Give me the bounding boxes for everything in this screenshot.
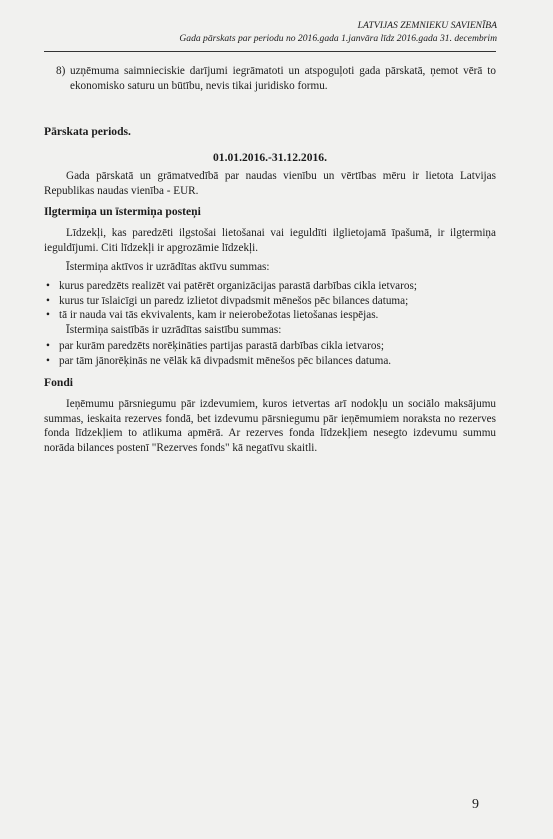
list-item: • par kurām paredzēts norēķināties partijas parastā darbības cikla ietvaros; — [46, 340, 384, 352]
list-item-8 — [56, 64, 496, 93]
current-assets-intro: Īstermiņa aktīvos ir uzrādītas aktīvu summas: — [66, 261, 270, 273]
long-short-items-heading: Ilgtermiņa un īstermiņa posteņi — [44, 205, 201, 218]
current-assets-list — [44, 279, 496, 323]
bullet-icon: • — [46, 280, 50, 292]
header-rule — [44, 51, 496, 52]
list-item: • tā ir nauda vai tās ekvivalents, kam ir neierobežotas lietošanas iespējas. — [46, 309, 379, 321]
list-item: • par tām jānorēķinās ne vēlāk kā divpadsmit mēnešos pēc bilances datuma. — [46, 354, 392, 367]
list-item-text: uzņēmuma saimnieciskie darījumi iegrāmatoti un atspoguļoti gada pārskatā, ņemot vērā to ekonomisko saturu un būtību, nevis tikai juridisko formu. — [70, 65, 496, 92]
reporting-period-heading: Pārskata periods. — [44, 125, 131, 138]
current-liabilities-intro: Īstermiņa saistībās ir uzrādītas saistību summas: — [66, 324, 282, 336]
bullet-icon: • — [46, 340, 50, 352]
currency-paragraph: Gada pārskatā un grāmatvedībā par naudas vienību un vērtības mēru ir lietota Latvijas Republikas naudas vienība - EUR. — [44, 170, 496, 197]
funds-heading: Fondi — [44, 376, 73, 389]
header-report-period: Gada pārskats par periodu no 2016.gada 1.janvāra līdz 2016.gada 31. decembrim — [179, 33, 497, 44]
running-header — [37, 19, 497, 45]
page-number: 9 — [472, 797, 479, 812]
list-item-number: 8) — [56, 65, 66, 77]
current-liabilities-list — [44, 339, 496, 368]
reporting-period-dates: 01.01.2016.-31.12.2016. — [212, 151, 327, 164]
bullet-icon: • — [46, 354, 50, 367]
assets-paragraph: Līdzekļi, kas paredzēti ilgstošai lietošanai vai ieguldīti ilglietojamā īpašumā, ir ilgtermiņa ieguldījumi. Citi līdzekļi ir apgrozāmie līdzekļi. — [44, 227, 496, 254]
list-item: • kurus paredzēts realizēt vai patērēt organizācijas parastā darbības cikla ietvaros; — [46, 280, 417, 292]
funds-paragraph: Ieņēmumu pārsniegumu pār izdevumiem, kuros ietvertas arī nodokļu un sociālo maksājumu summas, ieskaita rezerves fondā, bet izdevumu pārsniegumu pār ieņēmumiem noraksta no rezerves fonda līdzekļiem to atlikuma apmērā. Ar rezerves fonda līdzekļiem nesegto izdevumu summu norāda bilances postenī "Rezerves fonds" kā negatīvu skaitli. — [44, 398, 496, 454]
list-item: • kurus tur īslaicīgi un paredz izlietot divpadsmit mēnešos pēc bilances datuma; — [46, 294, 409, 307]
header-organization: LATVIJAS ZEMNIEKU SAVIENĪBA — [357, 20, 497, 31]
bullet-icon: • — [46, 294, 50, 307]
bullet-icon: • — [46, 309, 50, 321]
